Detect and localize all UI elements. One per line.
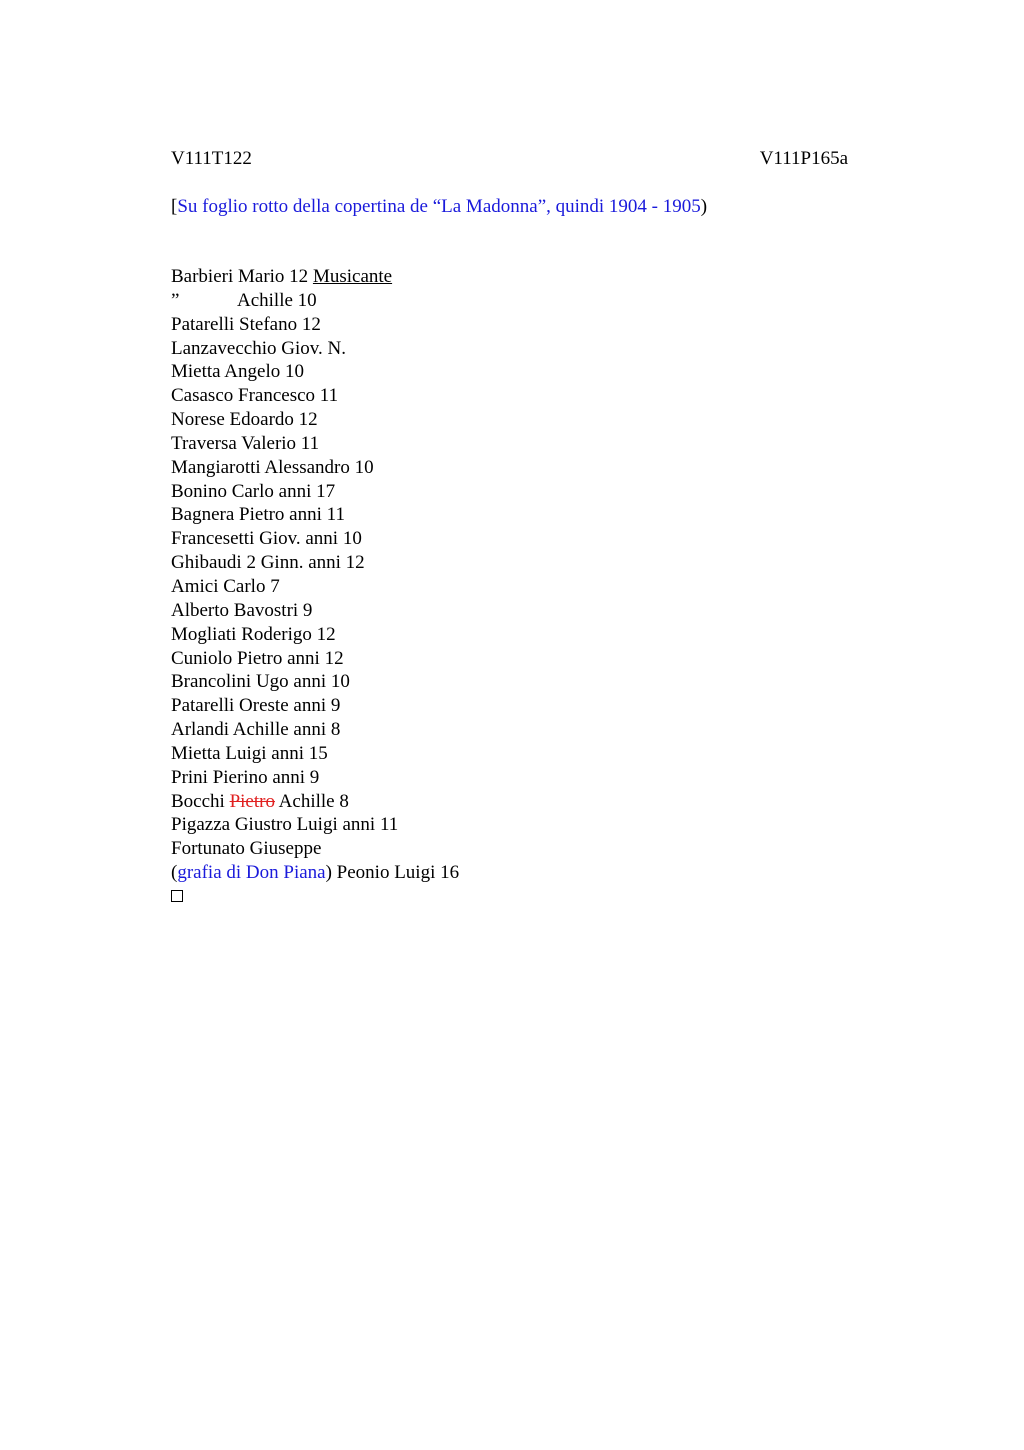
list-item: Brancolini Ugo anni 10 <box>171 671 350 693</box>
list-item <box>171 885 459 909</box>
list-item: Lanzavecchio Giov. N. <box>171 337 346 359</box>
list-item: Pigazza Giustro Luigi anni 11 <box>171 814 399 836</box>
list-item: Ghibaudi 2 Ginn. anni 12 <box>171 552 365 574</box>
checkbox-square-icon <box>171 890 183 902</box>
list-item <box>171 289 459 313</box>
note-open-bracket: [ <box>171 196 178 217</box>
list-item-underlined: Musicante <box>312 266 393 287</box>
list-item: Arlandi Achille anni 8 <box>171 719 341 741</box>
document-code-right: V111P165a <box>759 148 848 169</box>
ditto-mark: ” <box>171 289 180 311</box>
editorial-note <box>171 195 707 219</box>
list-item: Cuniolo Pietro anni 12 <box>171 647 344 669</box>
list-item <box>171 861 459 885</box>
document-code-left: V111T122 <box>171 148 252 169</box>
name-list <box>171 265 459 909</box>
struck-word: Pietro <box>229 790 275 812</box>
handwriting-note: grafia di Don Piana <box>177 862 326 884</box>
list-item <box>171 265 459 289</box>
list-item: Traversa Valerio 11 <box>171 432 320 454</box>
list-item <box>171 790 459 814</box>
list-item: Mietta Angelo 10 <box>171 361 304 383</box>
list-item: Alberto Bavostri 9 <box>171 599 313 621</box>
list-item: Mangiarotti Alessandro 10 <box>171 456 374 478</box>
list-item-paren: ( <box>171 862 178 884</box>
list-item: Mogliati Roderigo 12 <box>171 623 336 645</box>
list-item-text: Achille 10 <box>237 289 317 311</box>
list-item: Amici Carlo 7 <box>171 575 280 597</box>
list-items-after <box>171 813 459 861</box>
list-item-text: Bocchi <box>171 790 230 812</box>
list-item: Casasco Francesco 11 <box>171 385 339 407</box>
page-header <box>171 147 848 171</box>
list-item-text: ) Peonio Luigi 16 <box>325 862 460 884</box>
list-item: Fortunato Giuseppe <box>171 838 322 860</box>
list-item: Norese Edoardo 12 <box>171 409 318 431</box>
list-item: Francesetti Giov. anni 10 <box>171 528 362 550</box>
list-item: Bonino Carlo anni 17 <box>171 480 336 502</box>
list-item: Patarelli Stefano 12 <box>171 313 321 335</box>
list-items-main <box>171 313 459 790</box>
list-item: Bagnera Pietro anni 11 <box>171 504 345 526</box>
note-close-bracket: ) <box>700 196 708 217</box>
list-item: Prini Pierino anni 9 <box>171 766 320 788</box>
list-item-text: Barbieri Mario 12 <box>171 266 313 287</box>
list-item: Mietta Luigi anni 15 <box>171 742 328 764</box>
list-item-text: Achille 8 <box>274 790 349 812</box>
list-item: Patarelli Oreste anni 9 <box>171 695 341 717</box>
note-text: Su foglio rotto della copertina de “La Madonna”, quindi 1904 - 1905 <box>177 196 701 217</box>
